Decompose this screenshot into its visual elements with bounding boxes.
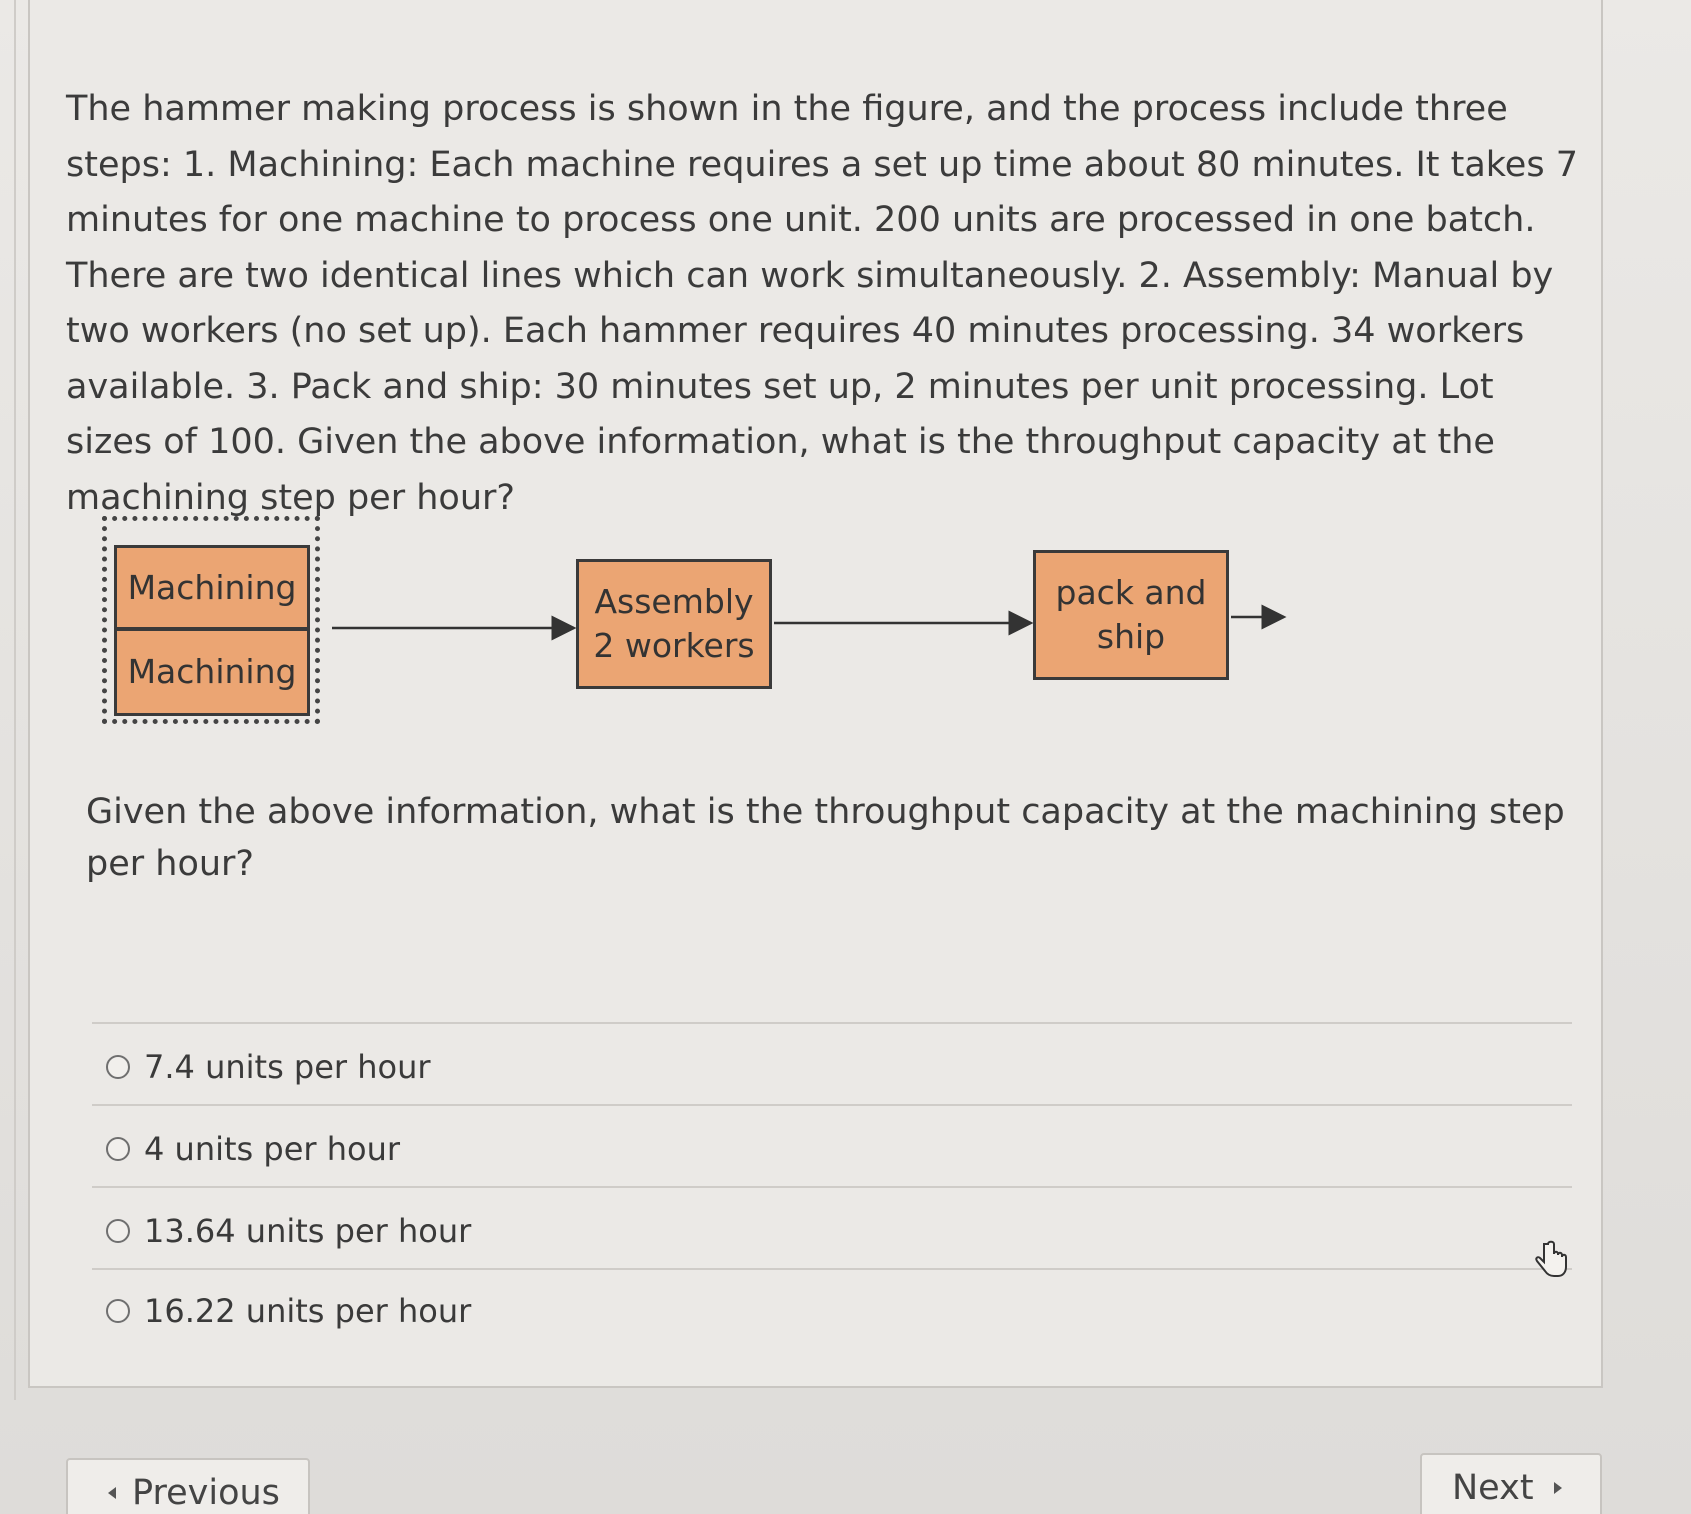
assembly-workers-label: 2 workers — [593, 626, 755, 665]
machining-1-label: Machining — [127, 567, 297, 607]
caret-left-icon — [108, 1487, 116, 1499]
question-caption: Given the above information, what is the throughput capacity at the machining step per hour? — [86, 792, 1565, 884]
question-text: The hammer making process is shown in the figure, and the process include three steps: 1. Machining: Each machine requires a set up time about 80 minutes. It takes 7 minutes for one machine to process one unit. 200 units are processed in one batch. There are two identical lines which can work simultaneously. 2. Assembly: Manual by two workers (no set up). Each hammer requires 40 minutes processing. 34 workers available. 3. Pack and ship: 30 minutes set up, 2 minutes per unit processing. Lot sizes of 100. Given the above information, what is the throughput capacity at the machining step per hour? — [66, 89, 1578, 518]
answer-option-label: 7.4 units per hour — [144, 1048, 431, 1086]
radio-empty-icon[interactable] — [106, 1137, 130, 1161]
radio-empty-icon[interactable] — [106, 1055, 130, 1079]
next-button-label: Next — [1452, 1468, 1534, 1508]
hand-pointer-icon — [1534, 1240, 1568, 1284]
answer-option[interactable] — [106, 1042, 431, 1092]
answer-option-label: 16.22 units per hour — [144, 1292, 472, 1330]
answer-option[interactable] — [106, 1124, 400, 1174]
assembly-box — [576, 559, 772, 689]
caret-right-icon — [1554, 1482, 1562, 1494]
previous-button[interactable] — [66, 1458, 310, 1514]
answer-option-label: 13.64 units per hour — [144, 1212, 472, 1250]
next-button[interactable] — [1420, 1453, 1602, 1514]
pack-label-line2: ship — [1096, 617, 1166, 656]
radio-empty-icon[interactable] — [106, 1219, 130, 1243]
pack-label-line1: pack and — [1055, 573, 1207, 612]
radio-empty-icon[interactable] — [106, 1299, 130, 1323]
process-diagram — [90, 510, 1340, 750]
page-edge — [14, 0, 16, 1400]
answer-option[interactable] — [106, 1286, 471, 1336]
options-divider — [92, 1104, 1572, 1106]
assembly-label: Assembly — [594, 582, 754, 621]
pack-and-ship-box — [1033, 550, 1229, 680]
options-divider — [92, 1186, 1572, 1188]
machining-2-label: Machining — [127, 652, 297, 691]
answer-option-label: 4 units per hour — [144, 1130, 400, 1168]
options-divider — [92, 1268, 1572, 1270]
previous-button-label: Previous — [132, 1473, 280, 1513]
machining-box-1 — [114, 545, 310, 630]
machining-box-2 — [114, 628, 310, 716]
options-divider — [92, 1022, 1572, 1024]
answer-option[interactable] — [106, 1206, 471, 1256]
